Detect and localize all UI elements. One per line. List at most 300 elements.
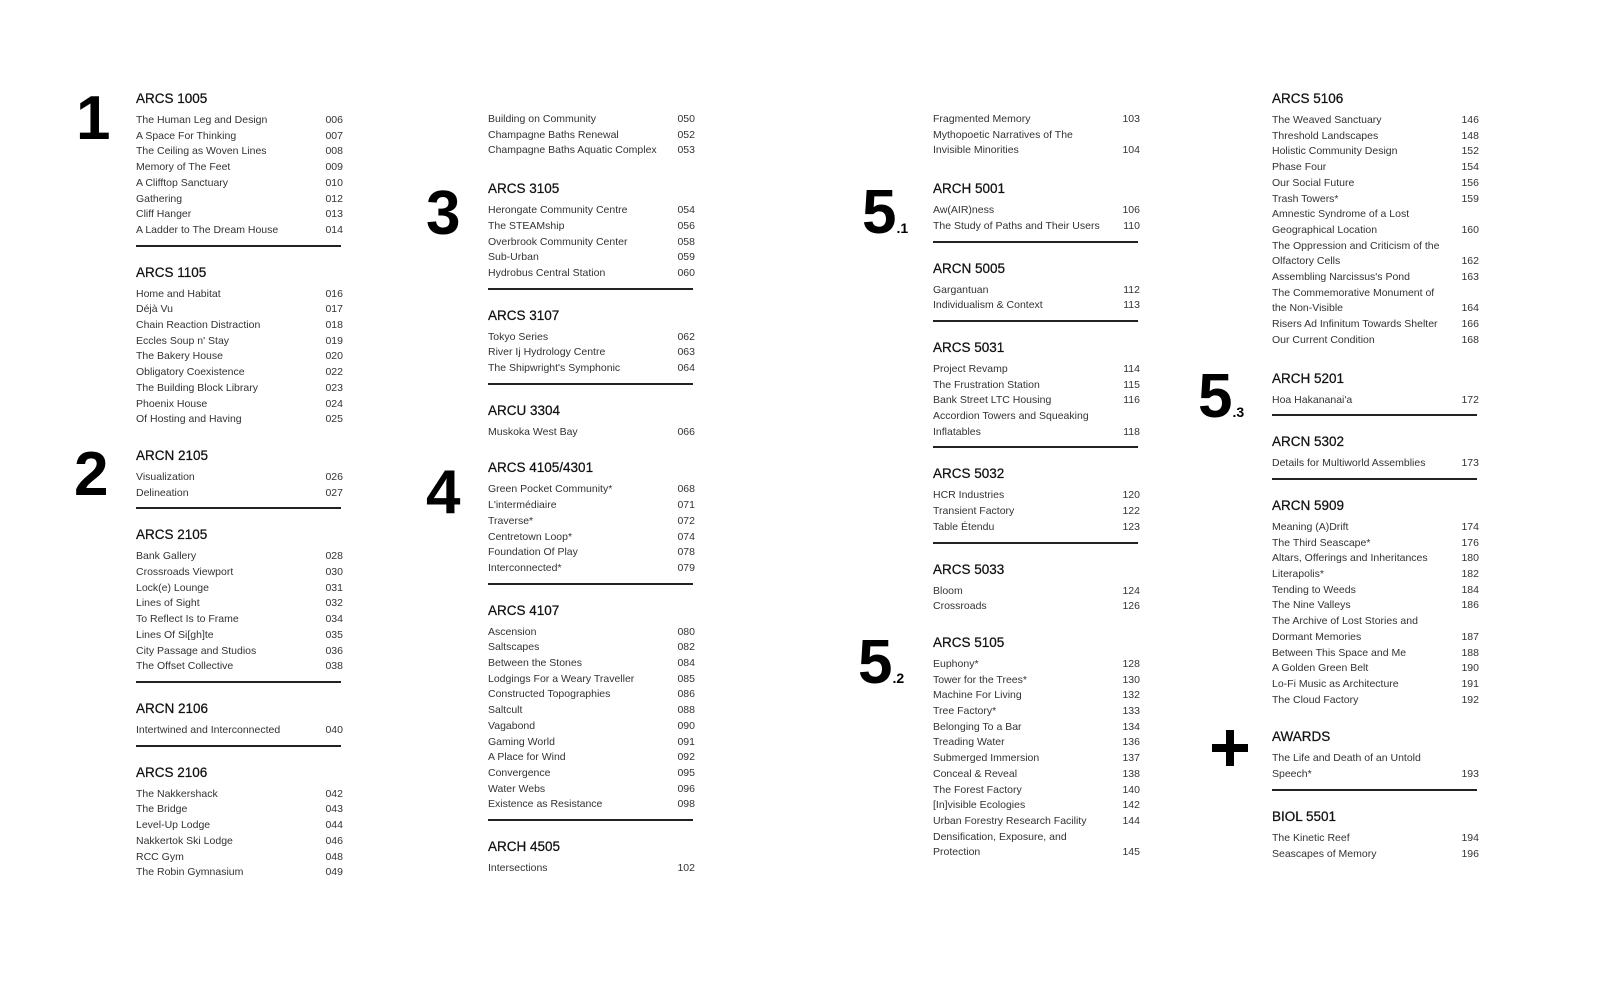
entry-title: River Ij Hydrology Centre: [488, 346, 606, 359]
course-code-heading: ARCH 4505: [488, 839, 561, 855]
toc-entry[interactable]: [1272, 333, 1479, 349]
entry-page-number: 136: [1122, 736, 1140, 749]
entry-page-number: 053: [677, 144, 695, 157]
toc-entry[interactable]: [1272, 286, 1479, 302]
entry-page-number: 052: [677, 128, 695, 141]
entry-title: The Building Block Library: [136, 381, 258, 394]
section-divider: [1272, 414, 1477, 416]
entry-title: Euphony*: [933, 657, 979, 670]
section-number-main: 5: [858, 628, 892, 697]
entry-page-number: 013: [325, 208, 343, 221]
toc-entry[interactable]: [1272, 456, 1479, 472]
entry-page-number: 085: [677, 672, 695, 685]
toc-entry[interactable]: [136, 644, 343, 660]
entry-title: Memory of The Feet: [136, 161, 231, 174]
course-code-heading: BIOL 5501: [1272, 808, 1337, 824]
toc-entry[interactable]: [933, 657, 1140, 673]
entry-title: Saltcult: [488, 704, 523, 717]
entry-title: Aw(AIR)ness: [933, 204, 995, 217]
entry-page-number: 058: [677, 235, 695, 248]
entry-title: The Archive of Lost Stories and: [1272, 615, 1418, 628]
entry-title: The Study of Paths and Their Users: [933, 219, 1100, 232]
entry-page-number: 056: [677, 219, 695, 232]
entry-title: Tree Factory*: [933, 705, 997, 718]
toc-entry[interactable]: [1272, 239, 1479, 255]
toc-entry[interactable]: [1272, 661, 1479, 677]
toc-section: [136, 264, 343, 428]
toc-entry[interactable]: [1272, 192, 1479, 208]
course-code-heading: ARCN 2105: [136, 447, 209, 463]
entry-page-number: 180: [1461, 552, 1479, 565]
toc-entry[interactable]: [933, 688, 1140, 704]
entry-title: Lines Of Si[gh]te: [136, 628, 214, 641]
entry-title: Transient Factory: [933, 505, 1015, 518]
entry-title: Details for Multiworld Assemblies: [1272, 457, 1426, 470]
entry-page-number: 096: [677, 782, 695, 795]
toc-entry[interactable]: [1272, 520, 1479, 536]
toc-entry[interactable]: [1272, 223, 1479, 239]
entry-page-number: 068: [677, 483, 695, 496]
toc-entry[interactable]: [1272, 144, 1479, 160]
entry-page-number: 082: [677, 641, 695, 654]
entry-page-number: 162: [1461, 255, 1479, 268]
course-code-heading: ARCS 2106: [136, 764, 208, 780]
section-divider: [933, 542, 1138, 544]
toc-entry[interactable]: [136, 802, 343, 818]
toc-entry[interactable]: [136, 612, 343, 628]
entry-title: Interconnected*: [488, 561, 562, 574]
section-number-main: 4: [426, 458, 460, 527]
toc-entry[interactable]: [1272, 536, 1479, 552]
toc-entry[interactable]: [1272, 254, 1479, 270]
entry-title: The Offset Collective: [136, 660, 234, 673]
entry-title: Speech*: [1272, 768, 1312, 781]
toc-entry[interactable]: [488, 128, 695, 144]
toc-entry[interactable]: [488, 687, 695, 703]
entry-title: Holistic Community Design: [1272, 145, 1398, 158]
entry-page-number: 142: [1122, 799, 1140, 812]
entry-title: Trash Towers*: [1272, 192, 1339, 205]
entry-page-number: 059: [677, 251, 695, 264]
section-number-sub: .2: [892, 670, 905, 686]
entry-page-number: 026: [325, 470, 343, 483]
toc-entry[interactable]: [488, 625, 695, 641]
toc-section: [488, 307, 695, 385]
entry-page-number: 126: [1122, 600, 1140, 613]
toc-entry[interactable]: [933, 830, 1140, 846]
entry-title: The Cloud Factory: [1272, 693, 1359, 706]
entry-page-number: 192: [1461, 693, 1479, 706]
toc-entry[interactable]: [933, 409, 1140, 425]
entry-title: Tending to Weeds: [1272, 583, 1356, 596]
toc-entry[interactable]: [488, 656, 695, 672]
toc-entry[interactable]: [136, 628, 343, 644]
entry-page-number: 020: [325, 350, 343, 363]
course-code-heading: ARCN 5909: [1272, 497, 1345, 513]
entry-page-number: 187: [1461, 630, 1479, 643]
toc-entry[interactable]: [136, 160, 343, 176]
entry-page-number: 040: [325, 723, 343, 736]
toc-entry[interactable]: [488, 735, 695, 751]
toc-entry[interactable]: [1272, 646, 1479, 662]
section-divider: [933, 446, 1138, 448]
toc-entry[interactable]: [933, 298, 1140, 314]
entry-page-number: 159: [1461, 192, 1479, 205]
toc-entry[interactable]: [488, 561, 695, 577]
entry-title: Lock(e) Lounge: [136, 581, 209, 594]
toc-entry[interactable]: [136, 334, 343, 350]
entry-title: Our Social Future: [1272, 176, 1355, 189]
toc-entry[interactable]: [136, 470, 343, 486]
toc-entry[interactable]: [1272, 301, 1479, 317]
toc-entry[interactable]: [933, 362, 1140, 378]
toc-entry[interactable]: [488, 861, 695, 877]
toc-entry[interactable]: [136, 302, 343, 318]
toc-entry[interactable]: [933, 767, 1140, 783]
entry-title: Treading Water: [933, 736, 1005, 749]
entry-page-number: 062: [677, 330, 695, 343]
entry-title: Phase Four: [1272, 161, 1327, 174]
entry-page-number: 017: [325, 303, 343, 316]
entry-title: Traverse*: [488, 514, 534, 527]
toc-entry[interactable]: [136, 381, 343, 397]
entry-title: Intersections: [488, 862, 548, 875]
entry-title: Champagne Baths Renewal: [488, 128, 619, 141]
entry-title: The Oppression and Criticism of the: [1272, 239, 1440, 252]
toc-entry[interactable]: [933, 735, 1140, 751]
entry-title: Cliff Hanger: [136, 208, 192, 221]
entry-title: Lo-Fi Music as Architecture: [1272, 677, 1399, 690]
toc-entry[interactable]: [136, 397, 343, 413]
course-code-heading: ARCS 2105: [136, 527, 208, 543]
entry-title: Bloom: [933, 584, 963, 597]
toc-entry[interactable]: [933, 425, 1140, 441]
toc-section: [136, 526, 343, 683]
entry-title: Bank Gallery: [136, 550, 197, 563]
toc-entry[interactable]: [1272, 317, 1479, 333]
entry-page-number: 138: [1122, 767, 1140, 780]
toc-entry[interactable]: [933, 520, 1140, 536]
toc-entry[interactable]: [488, 266, 695, 282]
course-code-heading: ARCS 5032: [933, 466, 1005, 482]
entry-page-number: 154: [1461, 161, 1479, 174]
entry-page-number: 078: [677, 546, 695, 559]
entry-title: A Clifftop Sanctuary: [136, 176, 229, 189]
entry-page-number: 106: [1122, 204, 1140, 217]
course-code-heading: ARCS 5033: [933, 561, 1005, 577]
entry-title: Visualization: [136, 470, 195, 483]
entry-page-number: 008: [325, 145, 343, 158]
entry-page-number: 074: [677, 530, 695, 543]
toc-entry[interactable]: [488, 782, 695, 798]
entry-page-number: 182: [1461, 568, 1479, 581]
toc-entry[interactable]: [1272, 551, 1479, 567]
entry-title: The Ceiling as Woven Lines: [136, 145, 267, 158]
entry-title: the Non-Visible: [1272, 302, 1344, 315]
toc-entry[interactable]: [136, 723, 343, 739]
toc-entry[interactable]: [488, 530, 695, 546]
entry-title: Literapolis*: [1272, 568, 1324, 581]
entry-page-number: 122: [1122, 505, 1140, 518]
entry-page-number: 130: [1122, 673, 1140, 686]
section-number-main: 1: [76, 84, 110, 153]
toc-entry[interactable]: [136, 565, 343, 581]
entry-page-number: 036: [325, 644, 343, 657]
entry-page-number: 086: [677, 688, 695, 701]
entry-title: Machine For Living: [933, 689, 1022, 702]
entry-page-number: 031: [325, 581, 343, 594]
toc-entry[interactable]: [1272, 583, 1479, 599]
entry-title: A Ladder to The Dream House: [136, 223, 279, 236]
section-divider: [488, 288, 693, 290]
entry-title: Meaning (A)Drift: [1272, 520, 1349, 533]
toc-entry[interactable]: [136, 129, 343, 145]
entry-page-number: 038: [325, 660, 343, 673]
toc-entry[interactable]: [933, 599, 1140, 615]
entry-page-number: 090: [677, 719, 695, 732]
entry-title: Threshold Landscapes: [1272, 129, 1379, 142]
toc-entry[interactable]: [1272, 567, 1479, 583]
toc-entry[interactable]: [1272, 598, 1479, 614]
toc-section: [1272, 433, 1479, 480]
entry-title: Centretown Loop*: [488, 530, 573, 543]
section-number-5-2: [858, 628, 905, 697]
entry-title: Protection: [933, 846, 981, 859]
entry-page-number: 145: [1122, 846, 1140, 859]
entry-title: Gaming World: [488, 735, 555, 748]
entry-page-number: 024: [325, 397, 343, 410]
toc-entry[interactable]: [933, 112, 1140, 128]
course-code-heading: ARCS 5106: [1272, 91, 1344, 106]
entry-page-number: 134: [1122, 720, 1140, 733]
toc-entry[interactable]: [1272, 847, 1479, 863]
toc-entry[interactable]: [136, 834, 343, 850]
toc-entry[interactable]: [488, 719, 695, 735]
toc-entry[interactable]: [136, 223, 343, 239]
toc-entry[interactable]: [488, 219, 695, 235]
entry-title: Vagabond: [488, 719, 536, 732]
toc-entry[interactable]: [488, 425, 695, 441]
toc-entry[interactable]: [1272, 677, 1479, 693]
entry-page-number: 137: [1122, 752, 1140, 765]
toc-entry[interactable]: [136, 176, 343, 192]
toc-entry[interactable]: [136, 207, 343, 223]
entry-title: Foundation Of Play: [488, 546, 578, 559]
entry-page-number: 184: [1461, 583, 1479, 596]
toc-entry[interactable]: [488, 112, 695, 128]
entry-page-number: 010: [325, 176, 343, 189]
toc-entry[interactable]: [933, 488, 1140, 504]
section-number-sub: .1: [896, 220, 909, 236]
toc-entry[interactable]: [136, 365, 343, 381]
toc-entry[interactable]: [136, 349, 343, 365]
toc-entry[interactable]: [1272, 751, 1479, 767]
toc-entry[interactable]: [488, 766, 695, 782]
toc-entry[interactable]: [136, 850, 343, 866]
entry-title: Level-Up Lodge: [136, 819, 211, 832]
entry-page-number: 113: [1123, 299, 1140, 312]
toc-entry[interactable]: [933, 378, 1140, 394]
toc-entry[interactable]: [1272, 207, 1479, 223]
toc-entry[interactable]: [488, 482, 695, 498]
entry-page-number: 091: [677, 735, 695, 748]
entry-page-number: 046: [325, 834, 343, 847]
entry-page-number: 007: [325, 129, 343, 142]
entry-title: The Frustration Station: [933, 378, 1040, 391]
entry-title: Olfactory Cells: [1272, 255, 1341, 268]
entry-page-number: 032: [325, 597, 343, 610]
toc-entry[interactable]: [1272, 831, 1479, 847]
entry-title: Muskoka West Bay: [488, 425, 578, 438]
toc-entry[interactable]: [136, 318, 343, 334]
toc-entry[interactable]: [488, 345, 695, 361]
toc-entry[interactable]: [933, 584, 1140, 600]
section-divider: [136, 745, 341, 747]
toc-entry[interactable]: [488, 250, 695, 266]
toc-entry[interactable]: [1272, 270, 1479, 286]
entry-page-number: 144: [1122, 814, 1140, 827]
entry-title: A Place for Wind: [488, 751, 566, 764]
toc-entry[interactable]: [933, 128, 1140, 144]
entry-page-number: 114: [1123, 362, 1140, 375]
toc-entry[interactable]: [1272, 767, 1479, 783]
entry-page-number: 023: [325, 381, 343, 394]
course-code-heading: ARCS 1105: [136, 264, 207, 280]
entry-title: The Third Seascape*: [1272, 536, 1371, 549]
toc-entry[interactable]: [488, 361, 695, 377]
entry-title: Submerged Immersion: [933, 752, 1040, 765]
toc-entry[interactable]: [933, 845, 1140, 861]
toc-entry[interactable]: [488, 143, 695, 159]
toc-entry[interactable]: [1272, 113, 1479, 129]
entry-title: Altars, Offerings and Inheritances: [1272, 552, 1428, 565]
toc-entry[interactable]: [136, 412, 343, 428]
toc-column-2: [488, 112, 695, 877]
toc-entry[interactable]: [136, 192, 343, 208]
toc-section: [136, 764, 343, 881]
toc-entry[interactable]: [488, 703, 695, 719]
toc-entry[interactable]: [1272, 176, 1479, 192]
toc-entry[interactable]: [933, 720, 1140, 736]
entry-title: Gathering: [136, 192, 183, 205]
toc-entry[interactable]: [136, 659, 343, 675]
toc-entry[interactable]: [933, 814, 1140, 830]
entry-page-number: 048: [325, 850, 343, 863]
toc-section: [488, 602, 695, 821]
toc-entry[interactable]: [136, 486, 343, 502]
toc-entry[interactable]: [933, 673, 1140, 689]
entry-title: Amnestic Syndrome of a Lost: [1272, 208, 1410, 221]
entry-page-number: 173: [1461, 457, 1479, 470]
section-divider: [488, 819, 693, 821]
entry-title: Conceal & Reveal: [933, 767, 1018, 780]
toc-entry[interactable]: [136, 144, 343, 160]
toc-entry[interactable]: [488, 235, 695, 251]
entry-title: Invisible Minorities: [933, 144, 1019, 157]
toc-entry[interactable]: [1272, 614, 1479, 630]
entry-page-number: 164: [1461, 302, 1479, 315]
entry-title: Densification, Exposure, and: [933, 830, 1067, 843]
entry-page-number: 050: [677, 113, 695, 125]
toc-entry[interactable]: [488, 498, 695, 514]
toc-entry[interactable]: [1272, 160, 1479, 176]
section-number-5-3: [1198, 362, 1245, 431]
toc-entry[interactable]: [1272, 129, 1479, 145]
toc-entry[interactable]: [1272, 393, 1479, 409]
entry-page-number: 014: [325, 223, 343, 236]
section-number-3: [426, 179, 460, 248]
toc-entry[interactable]: [488, 672, 695, 688]
toc-entry[interactable]: [933, 798, 1140, 814]
section-divider: [136, 507, 341, 509]
toc-entry[interactable]: [933, 283, 1140, 299]
toc-entry[interactable]: [933, 143, 1140, 159]
entry-title: Existence as Resistance: [488, 798, 603, 811]
toc-entry[interactable]: [1272, 630, 1479, 646]
toc-entry[interactable]: [488, 514, 695, 530]
entry-title: L'intermédiaire: [488, 499, 557, 512]
toc-entry[interactable]: [136, 818, 343, 834]
entry-title: Constructed Topographies: [488, 688, 611, 701]
entry-title: Ascension: [488, 625, 537, 638]
entry-page-number: 118: [1123, 425, 1140, 438]
toc-entry[interactable]: [488, 545, 695, 561]
toc-entry[interactable]: [933, 704, 1140, 720]
toc-entry[interactable]: [136, 865, 343, 881]
section-number-main: 5: [1198, 362, 1232, 431]
section-number-main: 5: [862, 178, 896, 247]
toc-entry[interactable]: [933, 751, 1140, 767]
toc-entry[interactable]: [136, 596, 343, 612]
entry-title: Home and Habitat: [136, 287, 221, 300]
entry-title: Table Étendu: [933, 520, 995, 533]
entry-title: The Nakkershack: [136, 787, 218, 800]
entry-title: Déjà Vu: [136, 303, 173, 316]
entry-page-number: 116: [1123, 394, 1140, 407]
toc-entry[interactable]: [933, 783, 1140, 799]
toc-entry[interactable]: [488, 797, 695, 813]
entry-title: The Life and Death of an Untold: [1272, 752, 1421, 765]
toc-entry[interactable]: [488, 750, 695, 766]
toc-entry[interactable]: [488, 640, 695, 656]
toc-entry[interactable]: [136, 581, 343, 597]
toc-entry[interactable]: [488, 330, 695, 346]
toc-entry[interactable]: [1272, 693, 1479, 709]
entry-title: Champagne Baths Aquatic Complex: [488, 144, 657, 157]
entry-page-number: 084: [677, 657, 695, 670]
toc-entry[interactable]: [136, 549, 343, 565]
entry-page-number: 133: [1122, 705, 1140, 718]
toc-entry[interactable]: [933, 504, 1140, 520]
toc-entry[interactable]: [933, 203, 1140, 219]
entry-page-number: 193: [1461, 768, 1479, 781]
entry-title: A Golden Green Belt: [1272, 662, 1369, 675]
entry-page-number: 095: [677, 766, 695, 779]
toc-entry[interactable]: [933, 393, 1140, 409]
entry-page-number: 009: [325, 161, 343, 174]
toc-entry[interactable]: [933, 219, 1140, 235]
entry-page-number: 166: [1461, 318, 1479, 331]
toc-entry[interactable]: [136, 287, 343, 303]
toc-entry[interactable]: [136, 787, 343, 803]
toc-column-1: [136, 90, 343, 881]
toc-section: [136, 447, 343, 509]
toc-section: [488, 838, 695, 877]
toc-column-3: [933, 112, 1140, 861]
toc-entry[interactable]: [136, 113, 343, 129]
toc-entry[interactable]: [488, 203, 695, 219]
entry-page-number: 124: [1122, 584, 1140, 597]
